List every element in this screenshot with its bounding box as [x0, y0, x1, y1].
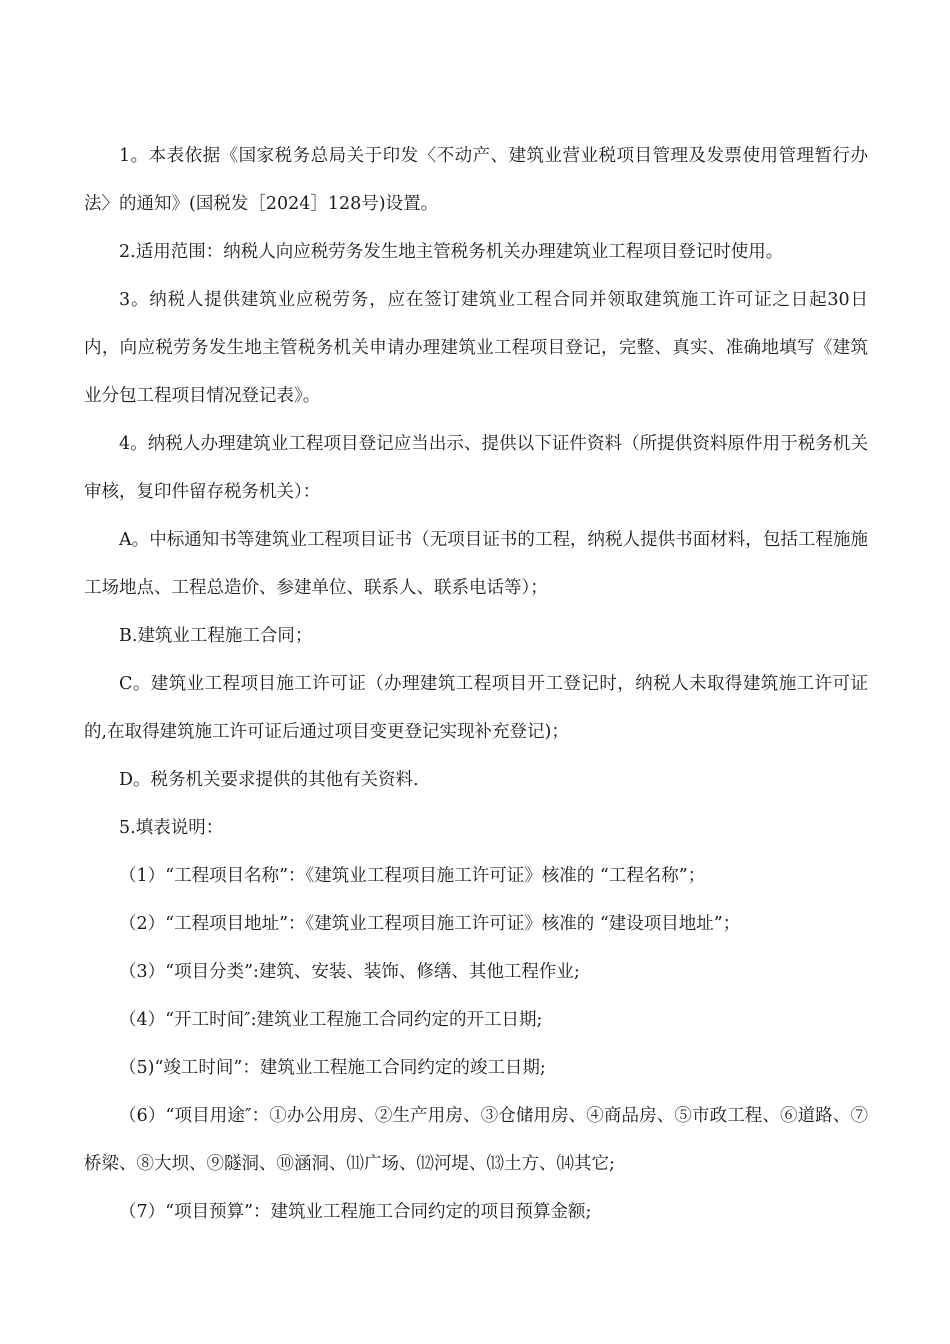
fill-note-6: （6）“项目用途″：①办公用房、②生产用房、③仓储用房、④商品房、⑤市政工程、⑥道路、⑦桥梁、⑧大坝、⑨隧洞、⑩涵洞、⑾广场、⑿河堤、⒀土方、⒁其它;: [84, 1106, 868, 1174]
fill-note-5: （5)“竣工时间”：建筑业工程施工合同约定的竣工日期;: [119, 1058, 546, 1078]
fill-note-7: （7）“项目预算”：建筑业工程施工合同约定的项目预算金额;: [119, 1202, 592, 1222]
paragraph-3: 3。纳税人提供建筑业应税劳务，应在签订建筑业工程合同并领取建筑施工许可证之日起30日内，向应税劳务发生地主管税务机关申请办理建筑业工程项目登记，完整、真实、准确地填写《建筑业分包工程项目情况登记表》。: [84, 290, 868, 406]
paragraph-4: 4。纳税人办理建筑业工程项目登记应当出示、提供以下证件资料（所提供资料原件用于税务机关审核，复印件留存税务机关）：: [84, 434, 868, 502]
paragraph-item-d: D。税务机关要求提供的其他有关资料.: [119, 770, 419, 790]
paragraph-1: 1。本表依据《国家税务总局关于印发〈不动产、建筑业营业税项目管理及发票使用管理暂行办法〉的通知》(国税发［2024］128号)设置。: [84, 146, 868, 214]
paragraph-2: 2.适用范围：纳税人向应税劳务发生地主管税务机关办理建筑业工程项目登记时使用。: [119, 242, 784, 262]
fill-note-4: （4）“开工时间″:建筑业工程施工合同约定的开工日期;: [119, 1010, 543, 1030]
fill-note-2: （2）“工程项目地址”：《建筑业工程项目施工许可证》核准的 “建设项目地址”；: [119, 914, 741, 934]
fill-note-3: （3）“项目分类”:建筑、安装、装饰、修缮、其他工程作业;: [119, 962, 580, 982]
paragraph-item-b: B.建筑业工程施工合同；: [119, 626, 313, 646]
fill-note-1: （1）“工程项目名称”：《建筑业工程项目施工许可证》核准的 “工程名称”；: [119, 866, 706, 886]
paragraph-5: 5.填表说明：: [119, 818, 224, 838]
paragraph-item-c: C。建筑业工程项目施工许可证（办理建筑工程项目开工登记时，纳税人未取得建筑施工许可证的,在取得建筑施工许可证后通过项目变更登记实现补充登记)；: [84, 674, 868, 742]
paragraph-item-a: A。中标通知书等建筑业工程项目证书（无项目证书的工程，纳税人提供书面材料，包括工程施施工场地点、工程总造价、参建单位、联系人、联系电话等）；: [84, 530, 868, 598]
